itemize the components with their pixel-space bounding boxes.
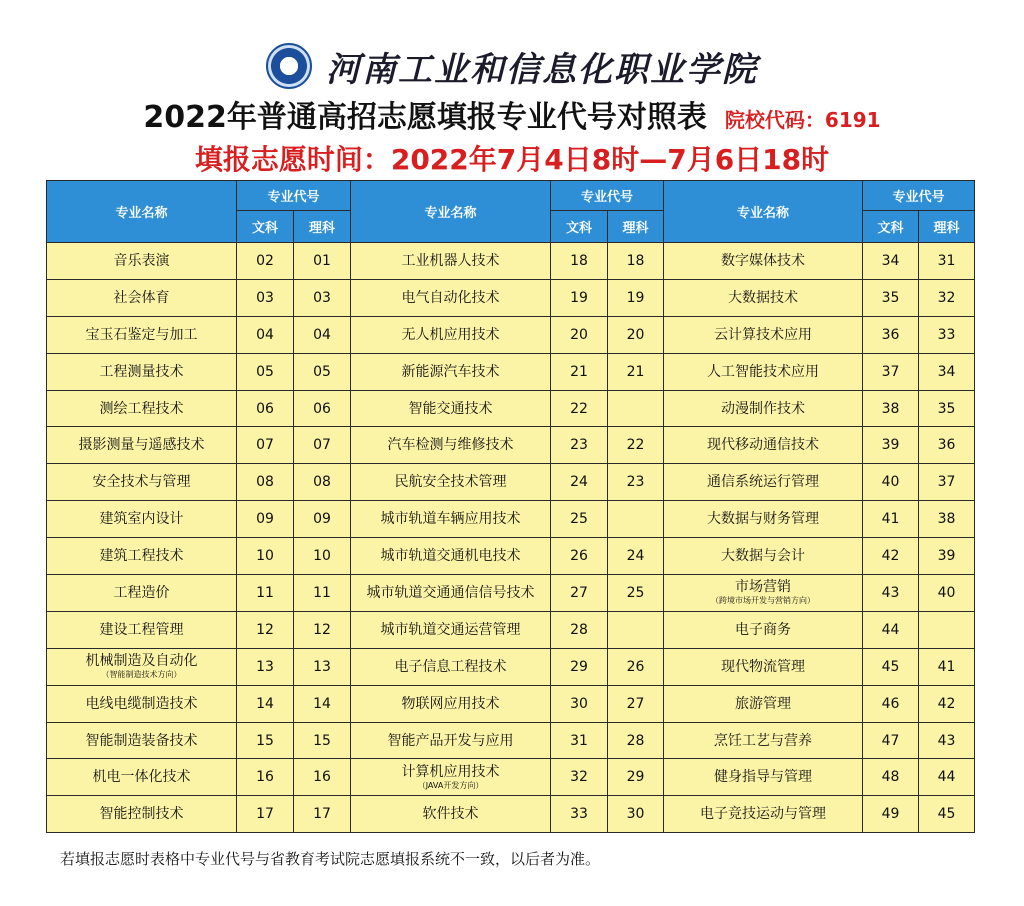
major-name-cell xyxy=(47,279,237,316)
major-name: 新能源汽车技术 xyxy=(401,363,500,380)
arts-code-cell: 42 xyxy=(863,538,919,575)
major-name: 智能控制技术 xyxy=(99,806,184,823)
arts-code-cell: 38 xyxy=(863,390,919,427)
major-name-cell xyxy=(47,759,237,796)
arts-code-cell: 18 xyxy=(551,243,608,280)
science-code-cell: 15 xyxy=(294,722,351,759)
arts-code-cell: 17 xyxy=(237,796,294,833)
major-name-cell xyxy=(664,243,863,280)
header-arts: 文科 xyxy=(863,211,919,243)
major-name-cell xyxy=(664,538,863,575)
table-row xyxy=(47,611,975,648)
major-name-cell xyxy=(47,611,237,648)
science-code-cell: 23 xyxy=(608,464,664,501)
science-code-cell: 05 xyxy=(294,353,351,390)
major-name: 计算机应用技术 xyxy=(401,763,500,780)
major-name: 建筑工程技术 xyxy=(99,548,184,565)
header-arts: 文科 xyxy=(237,211,294,243)
major-name-cell xyxy=(664,611,863,648)
major-name-cell xyxy=(664,353,863,390)
science-code-cell: 30 xyxy=(608,796,664,833)
major-name: 健身指导与管理 xyxy=(714,769,813,786)
no-code-cell xyxy=(608,390,664,427)
header-major: 专业名称 xyxy=(351,181,551,243)
major-name-cell xyxy=(664,759,863,796)
major-name: 现代移动通信技术 xyxy=(707,437,820,454)
arts-code-cell: 12 xyxy=(237,611,294,648)
major-name-cell xyxy=(351,685,551,722)
arts-code-cell: 09 xyxy=(237,501,294,538)
major-name: 安全技术与管理 xyxy=(92,474,191,491)
major-name-cell xyxy=(351,464,551,501)
science-code-cell: 12 xyxy=(294,611,351,648)
major-name-cell xyxy=(351,796,551,833)
major-name: 通信系统运行管理 xyxy=(707,474,820,491)
major-name: 大数据与财务管理 xyxy=(707,511,820,528)
science-code-cell: 33 xyxy=(919,316,975,353)
major-name: 城市轨道车辆应用技术 xyxy=(380,511,521,528)
arts-code-cell: 06 xyxy=(237,390,294,427)
arts-code-cell: 28 xyxy=(551,611,608,648)
arts-code-cell: 30 xyxy=(551,685,608,722)
table-row xyxy=(47,722,975,759)
science-code-cell: 03 xyxy=(294,279,351,316)
table-row xyxy=(47,796,975,833)
science-code-cell: 04 xyxy=(294,316,351,353)
arts-code-cell: 44 xyxy=(863,611,919,648)
arts-code-cell: 33 xyxy=(551,796,608,833)
arts-code-cell: 05 xyxy=(237,353,294,390)
arts-code-cell: 15 xyxy=(237,722,294,759)
major-direction: （跨境市场开发与营销方向） xyxy=(711,596,816,606)
science-code-cell: 10 xyxy=(294,538,351,575)
arts-code-cell: 20 xyxy=(551,316,608,353)
arts-code-cell: 07 xyxy=(237,427,294,464)
arts-code-cell: 02 xyxy=(237,243,294,280)
major-name: 建筑室内设计 xyxy=(99,511,184,528)
title-row xyxy=(0,92,1024,134)
arts-code-cell: 10 xyxy=(237,538,294,575)
table-row xyxy=(47,427,975,464)
arts-code-cell: 29 xyxy=(551,648,608,685)
science-code-cell: 13 xyxy=(294,648,351,685)
major-name: 电子竞技运动与管理 xyxy=(700,806,827,823)
table-row xyxy=(47,279,975,316)
major-name-cell xyxy=(664,316,863,353)
major-name-cell xyxy=(664,464,863,501)
major-name-cell xyxy=(351,648,551,685)
application-period: 填报志愿时间：2022年7月4日8时—7月6日18时 xyxy=(194,143,830,176)
major-name-cell xyxy=(47,353,237,390)
major-name-cell xyxy=(664,722,863,759)
major-name: 旅游管理 xyxy=(735,695,792,712)
science-code-cell: 09 xyxy=(294,501,351,538)
arts-code-cell: 19 xyxy=(551,279,608,316)
major-name-cell xyxy=(664,796,863,833)
science-code-cell: 26 xyxy=(608,648,664,685)
arts-code-cell: 46 xyxy=(863,685,919,722)
science-code-cell: 11 xyxy=(294,575,351,612)
arts-code-cell: 34 xyxy=(863,243,919,280)
table-row xyxy=(47,685,975,722)
table-row xyxy=(47,464,975,501)
science-code-cell: 17 xyxy=(294,796,351,833)
major-name: 数字媒体技术 xyxy=(721,252,806,269)
arts-code-cell: 47 xyxy=(863,722,919,759)
science-code-cell: 20 xyxy=(608,316,664,353)
arts-code-cell: 49 xyxy=(863,796,919,833)
science-code-cell: 44 xyxy=(919,759,975,796)
major-name-cell xyxy=(47,722,237,759)
arts-code-cell: 45 xyxy=(863,648,919,685)
major-name-cell xyxy=(47,464,237,501)
major-name: 工程造价 xyxy=(113,584,170,601)
footnote: 若填报志愿时表格中专业代号与省教育考试院志愿填报系统不一致，以后者为准。 xyxy=(60,850,601,868)
major-name: 汽车检测与维修技术 xyxy=(387,437,514,454)
science-code-cell: 19 xyxy=(608,279,664,316)
major-name: 物联网应用技术 xyxy=(401,695,500,712)
arts-code-cell: 40 xyxy=(863,464,919,501)
table-row xyxy=(47,316,975,353)
science-code-cell: 40 xyxy=(919,575,975,612)
header-arts: 文科 xyxy=(551,211,608,243)
major-name-cell xyxy=(351,538,551,575)
major-direction: （JAVA开发方向） xyxy=(417,780,484,790)
table-body xyxy=(47,243,975,833)
no-code-cell xyxy=(608,611,664,648)
arts-code-cell: 21 xyxy=(551,353,608,390)
header-science: 理科 xyxy=(294,211,351,243)
science-code-cell: 21 xyxy=(608,353,664,390)
science-code-cell: 45 xyxy=(919,796,975,833)
science-code-cell: 14 xyxy=(294,685,351,722)
science-code-cell: 27 xyxy=(608,685,664,722)
science-code-cell: 34 xyxy=(919,353,975,390)
major-name: 电气自动化技术 xyxy=(401,289,500,306)
arts-code-cell: 11 xyxy=(237,575,294,612)
major-name-cell xyxy=(351,316,551,353)
school-code: 院校代码：6191 xyxy=(724,108,881,132)
header-code: 专业代号 xyxy=(863,181,975,211)
major-name: 大数据技术 xyxy=(728,289,799,306)
science-code-cell: 25 xyxy=(608,575,664,612)
header-code: 专业代号 xyxy=(551,181,664,211)
arts-code-cell: 37 xyxy=(863,353,919,390)
arts-code-cell: 39 xyxy=(863,427,919,464)
arts-code-cell: 31 xyxy=(551,722,608,759)
major-name-cell xyxy=(47,501,237,538)
science-code-cell: 37 xyxy=(919,464,975,501)
table-row xyxy=(47,501,975,538)
major-name-cell xyxy=(47,316,237,353)
major-name: 宝玉石鉴定与加工 xyxy=(85,326,198,343)
arts-code-cell: 48 xyxy=(863,759,919,796)
arts-code-cell: 41 xyxy=(863,501,919,538)
major-name: 大数据与会计 xyxy=(721,548,806,565)
arts-code-cell: 25 xyxy=(551,501,608,538)
arts-code-cell: 35 xyxy=(863,279,919,316)
arts-code-cell: 27 xyxy=(551,575,608,612)
science-code-cell: 18 xyxy=(608,243,664,280)
science-code-cell: 01 xyxy=(294,243,351,280)
table-row xyxy=(47,390,975,427)
arts-code-cell: 24 xyxy=(551,464,608,501)
major-name-cell xyxy=(351,353,551,390)
college-brand xyxy=(0,40,1024,92)
major-name-cell xyxy=(664,390,863,427)
major-name-cell xyxy=(351,722,551,759)
major-code-table xyxy=(46,180,975,833)
major-name-cell xyxy=(664,685,863,722)
major-name: 云计算技术应用 xyxy=(714,326,813,343)
science-code-cell: 08 xyxy=(294,464,351,501)
major-name: 民航安全技术管理 xyxy=(394,474,507,491)
header-major: 专业名称 xyxy=(664,181,863,243)
college-logo-icon xyxy=(266,43,312,89)
science-code-cell: 28 xyxy=(608,722,664,759)
major-name-cell xyxy=(351,279,551,316)
arts-code-cell: 03 xyxy=(237,279,294,316)
major-name: 软件技术 xyxy=(422,806,479,823)
arts-code-cell: 43 xyxy=(863,575,919,612)
major-name-cell xyxy=(664,279,863,316)
major-name: 工业机器人技术 xyxy=(401,252,500,269)
science-code-cell: 35 xyxy=(919,390,975,427)
page-title: 2022年普通高招志愿填报专业代号对照表 xyxy=(143,100,707,135)
major-name: 智能交通技术 xyxy=(408,400,493,417)
major-name: 摄影测量与遥感技术 xyxy=(78,437,205,454)
arts-code-cell: 22 xyxy=(551,390,608,427)
major-name: 音乐表演 xyxy=(113,252,170,269)
major-name-cell xyxy=(351,390,551,427)
table-row xyxy=(47,538,975,575)
arts-code-cell: 32 xyxy=(551,759,608,796)
table-row xyxy=(47,575,975,612)
major-name: 机电一体化技术 xyxy=(92,769,191,786)
science-code-cell: 24 xyxy=(608,538,664,575)
science-code-cell: 07 xyxy=(294,427,351,464)
major-name: 电线电缆制造技术 xyxy=(85,695,198,712)
major-name-cell xyxy=(351,243,551,280)
science-code-cell: 38 xyxy=(919,501,975,538)
science-code-cell: 22 xyxy=(608,427,664,464)
header-science: 理科 xyxy=(608,211,664,243)
major-name: 电子商务 xyxy=(735,621,792,638)
arts-code-cell: 14 xyxy=(237,685,294,722)
major-name-cell xyxy=(47,427,237,464)
major-name: 城市轨道交通机电技术 xyxy=(380,548,521,565)
major-name-cell xyxy=(47,648,237,685)
major-name-cell xyxy=(47,575,237,612)
major-name-cell xyxy=(47,538,237,575)
major-name-cell xyxy=(47,685,237,722)
major-name: 工程测量技术 xyxy=(99,363,184,380)
science-code-cell: 43 xyxy=(919,722,975,759)
major-name-cell xyxy=(351,611,551,648)
header-major: 专业名称 xyxy=(47,181,237,243)
science-code-cell: 31 xyxy=(919,243,975,280)
major-name: 电子信息工程技术 xyxy=(394,658,507,675)
major-name-cell xyxy=(664,575,863,612)
arts-code-cell: 36 xyxy=(863,316,919,353)
arts-code-cell: 23 xyxy=(551,427,608,464)
arts-code-cell: 26 xyxy=(551,538,608,575)
major-name: 无人机应用技术 xyxy=(401,326,500,343)
major-name: 机械制造及自动化 xyxy=(85,653,198,670)
major-name: 人工智能技术应用 xyxy=(707,363,820,380)
no-code-cell xyxy=(608,501,664,538)
major-name: 城市轨道交通运营管理 xyxy=(380,621,521,638)
major-name-cell xyxy=(47,243,237,280)
major-name-cell xyxy=(664,648,863,685)
major-name: 测绘工程技术 xyxy=(99,400,184,417)
major-name-cell xyxy=(351,427,551,464)
major-name: 烹饪工艺与营养 xyxy=(714,732,813,749)
major-name: 智能制造装备技术 xyxy=(85,732,198,749)
science-code-cell: 06 xyxy=(294,390,351,427)
major-name-cell xyxy=(47,390,237,427)
major-name: 动漫制作技术 xyxy=(721,400,806,417)
table-row xyxy=(47,243,975,280)
science-code-cell: 42 xyxy=(919,685,975,722)
arts-code-cell: 13 xyxy=(237,648,294,685)
table-row xyxy=(47,353,975,390)
science-code-cell: 41 xyxy=(919,648,975,685)
arts-code-cell: 08 xyxy=(237,464,294,501)
header-code: 专业代号 xyxy=(237,181,351,211)
header-science: 理科 xyxy=(919,211,975,243)
major-name-cell xyxy=(351,501,551,538)
major-direction: （智能制造技术方向） xyxy=(101,670,182,680)
major-name-cell xyxy=(47,796,237,833)
arts-code-cell: 16 xyxy=(237,759,294,796)
science-code-cell: 29 xyxy=(608,759,664,796)
major-name: 建设工程管理 xyxy=(99,621,184,638)
science-code-cell: 16 xyxy=(294,759,351,796)
major-name-cell xyxy=(351,575,551,612)
science-code-cell: 32 xyxy=(919,279,975,316)
major-name: 市场营销 xyxy=(735,579,792,596)
major-name-cell xyxy=(351,759,551,796)
arts-code-cell: 04 xyxy=(237,316,294,353)
no-code-cell xyxy=(919,611,975,648)
college-name: 河南工业和信息化职业学院 xyxy=(326,49,758,90)
table-row xyxy=(47,648,975,685)
science-code-cell: 39 xyxy=(919,538,975,575)
major-name: 现代物流管理 xyxy=(721,658,806,675)
major-name-cell xyxy=(664,427,863,464)
major-name: 社会体育 xyxy=(113,289,170,306)
major-name: 城市轨道交通通信信号技术 xyxy=(366,584,535,601)
major-name-cell xyxy=(664,501,863,538)
science-code-cell: 36 xyxy=(919,427,975,464)
major-name: 智能产品开发与应用 xyxy=(387,732,514,749)
table-row xyxy=(47,759,975,796)
